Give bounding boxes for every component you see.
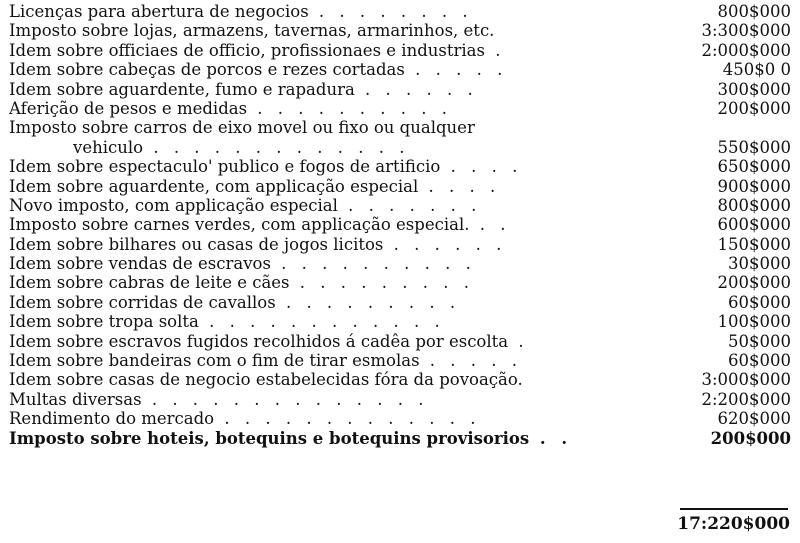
table-row [9,273,791,292]
table-row [9,41,791,60]
table-row [9,254,791,273]
row-label [9,351,651,370]
row-label [9,196,651,215]
row-amount: 800$000 [717,195,791,215]
table-row [9,235,791,254]
row-amount: 60$000 [728,292,791,312]
row-amount: 550$000 [717,137,791,157]
row-label [9,177,651,196]
row-label [9,390,651,409]
dot-leader: . . . . . [419,351,522,371]
row-amount: 450$0 0 [722,60,791,80]
row-label-text: Idem sobre casas de negocio estabelecidas fóra da povoação. [9,370,523,390]
table-row [9,370,791,389]
dot-leader: . . . . . . . . [308,2,473,21]
table-row [9,118,791,137]
row-label-text: Licenças para abertura de negocios [9,2,309,21]
row-label [9,41,651,60]
dot-leader: . . . . . . . . . . . . . . [141,389,429,409]
row-label [9,118,651,137]
row-label [9,273,651,292]
revenue-table [9,2,791,448]
row-label-text: Novo imposto, com applicação especial [9,195,338,215]
table-row [9,21,791,40]
row-label-text: Idem sobre aguardente, fumo e rapadura [9,79,355,99]
row-amount: 2:000$000 [701,40,791,60]
total-rule [680,508,788,510]
dot-leader: . . . . . . . . . [275,292,461,312]
row-label-text: Rendimento do mercado [9,409,215,429]
dot-leader: . . . . . . . . . . [270,254,476,274]
row-amount: 50$000 [728,331,791,351]
row-label-text: Idem sobre espectaculo' publico e fogos de artificio [9,157,441,177]
table-row [9,351,791,370]
row-label [9,138,651,157]
row-label [9,293,651,312]
row-label-text: Imposto sobre lojas, armazens, tavernas, armarinhos, etc. [9,21,495,41]
table-row [9,196,791,215]
dot-leader: . [484,40,506,60]
row-label [9,215,651,234]
row-label-text: Aferição de pesos e medidas [9,98,248,118]
row-label [9,80,651,99]
row-amount: 200$000 [710,428,791,448]
row-label-text: Idem sobre bilhares ou casas de jogos licitos [9,234,384,254]
table-row [9,312,791,331]
dot-leader: . . [469,215,511,235]
total-amount: 17:220$000 [677,514,790,534]
row-amount: 200$000 [717,98,791,118]
row-amount: 300$000 [717,79,791,99]
dot-leader: . . . . . [404,60,508,80]
table-row [9,390,791,409]
row-label [9,409,651,428]
row-label [9,21,651,40]
row-amount: 30$000 [728,254,791,274]
row-label-text: Idem sobre aguardente, com applicação especial [9,176,419,196]
table-row [9,80,791,99]
row-label-text: vehiculo [73,137,144,157]
dot-leader: . . . . . . . . . . . . . [143,137,410,157]
row-amount: 900$000 [717,176,791,196]
dot-leader: . . . . . . [383,234,507,254]
dot-leader: . . [529,428,573,448]
table-row [9,177,791,196]
row-amount: 800$000 [717,2,791,21]
row-amount: 600$000 [717,215,791,235]
dot-leader: . . . . [418,176,501,196]
table-row [9,215,791,234]
row-amount: 100$000 [717,312,791,332]
dot-leader: . . . . . . . . . . . . [198,312,445,332]
row-amount: 60$000 [728,351,791,371]
row-label-text: Idem sobre officiaes de officio, profissionaes e industrias [9,40,485,60]
row-label-text: Idem sobre escravos fugidos recolhidos á cadêa por escolta [9,331,509,351]
table-row [9,157,791,176]
row-label-text: Idem sobre vendas de escravos [9,254,271,274]
table-row [9,99,791,118]
row-label-text: Idem sobre bandeiras com o fim de tirar esmolas [9,351,420,371]
dot-leader: . . . . . . . . . . . . . [214,409,481,429]
row-label-text: Idem sobre cabeças de porcos e rezes cortadas [9,60,405,80]
row-amount: 650$000 [717,157,791,177]
row-amount: 620$000 [717,409,791,429]
row-label [9,2,651,21]
row-label-text: Imposto sobre carros de eixo movel ou fixo ou qualquer [9,118,475,138]
table-row [9,332,791,351]
row-amount: 150$000 [717,234,791,254]
row-label [9,99,651,118]
dot-leader: . [508,331,529,351]
table-row [9,60,791,79]
table-row [9,293,791,312]
row-label-text: Idem sobre cabras de leite e cães [9,273,290,293]
dot-leader: . . . . . . . . . [289,273,474,293]
row-label-text: Idem sobre tropa solta [9,312,199,332]
row-label [9,370,651,389]
table-row [9,409,791,428]
dot-leader: . . . . . . [354,79,478,99]
row-amount: 2:200$000 [701,389,791,409]
row-amount: 3:300$000 [701,21,791,41]
row-label-text: Multas diversas [9,389,142,409]
dot-leader: . . . . [440,157,523,177]
row-amount: 3:000$000 [701,370,791,390]
table-row-continuation [9,138,791,157]
row-label [9,429,651,448]
row-label [9,332,651,351]
table-row [9,2,791,21]
row-label-text: Imposto sobre hoteis, botequins e botequins provisorios [9,428,530,448]
row-label-text: Imposto sobre carnes verdes, com applicação especial. [9,215,470,235]
row-label-text: Idem sobre corridas de cavallos [9,292,276,312]
dot-leader: . . . . . . . . . . [247,98,452,118]
row-amount: 200$000 [717,273,791,293]
row-label [9,235,651,254]
table-row [9,429,791,448]
dot-leader: . . . . . . . [337,195,482,215]
row-label [9,312,651,331]
row-label [9,60,651,79]
row-label [9,157,651,176]
row-label [9,254,651,273]
